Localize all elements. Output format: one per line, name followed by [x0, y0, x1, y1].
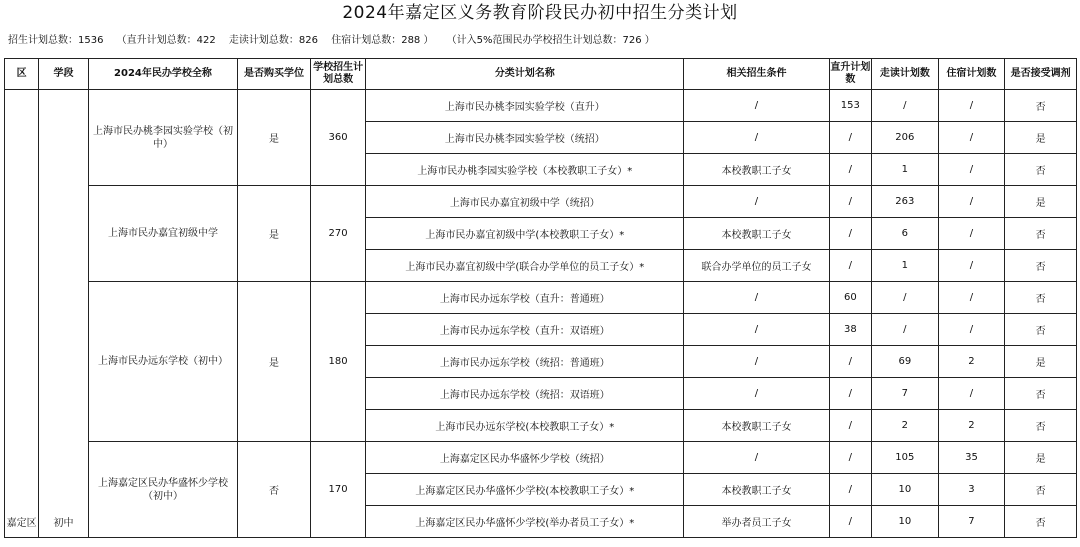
page-title: 2024年嘉定区义务教育阶段民办初中招生分类计划 — [342, 3, 738, 23]
plan-adjust: 否 — [1005, 410, 1077, 442]
plan-name: 上海市民办桃李园实验学校（直升） — [366, 90, 684, 122]
table-row — [5, 282, 1077, 314]
plan-condition: 本校教职工子女 — [684, 474, 829, 506]
plan-name: 上海市民办嘉宜初级中学(本校教职工子女）* — [366, 218, 684, 250]
plan-direct: / — [829, 442, 871, 474]
plan-condition: 举办者员工子女 — [684, 506, 829, 538]
plan-board: 35 — [938, 442, 1005, 474]
enrollment-plan-table — [4, 58, 1077, 538]
plan-direct: / — [829, 218, 871, 250]
school-total: 170 — [310, 442, 366, 538]
plan-direct: 38 — [829, 314, 871, 346]
plan-condition: / — [684, 378, 829, 410]
plan-day: 105 — [872, 442, 939, 474]
plan-condition: 本校教职工子女 — [684, 218, 829, 250]
plan-day: 7 — [872, 378, 939, 410]
plan-condition: / — [684, 442, 829, 474]
plan-adjust: 否 — [1005, 154, 1077, 186]
header-day: 走读计划数 — [872, 59, 939, 90]
plan-direct: / — [829, 122, 871, 154]
plan-direct: / — [829, 250, 871, 282]
plan-day: 10 — [872, 506, 939, 538]
plan-name: 上海市民办嘉宜初级中学（统招） — [366, 186, 684, 218]
table-body — [5, 90, 1077, 538]
plan-board: / — [938, 250, 1005, 282]
school-degree: 是 — [238, 282, 311, 442]
plan-day: / — [872, 314, 939, 346]
plan-direct: / — [829, 154, 871, 186]
header-direct: 直升计划数 — [829, 59, 871, 90]
plan-adjust: 否 — [1005, 90, 1077, 122]
plan-condition: / — [684, 122, 829, 154]
plan-board: 3 — [938, 474, 1005, 506]
plan-condition: / — [684, 90, 829, 122]
plan-condition: 本校教职工子女 — [684, 154, 829, 186]
stage-cell: 初中 — [39, 90, 88, 538]
plan-board: 7 — [938, 506, 1005, 538]
header-degree: 是否购买学位 — [238, 59, 311, 90]
plan-direct: / — [829, 346, 871, 378]
plan-board: 2 — [938, 410, 1005, 442]
plan-day: 1 — [872, 250, 939, 282]
plan-direct: / — [829, 506, 871, 538]
plan-board: / — [938, 186, 1005, 218]
plan-condition: 联合办学单位的员工子女 — [684, 250, 829, 282]
plan-name: 上海市民办远东学校(本校教职工子女）* — [366, 410, 684, 442]
plan-board: / — [938, 282, 1005, 314]
plan-board: / — [938, 90, 1005, 122]
plan-day: 69 — [872, 346, 939, 378]
plan-adjust: 否 — [1005, 314, 1077, 346]
school-name: 上海市民办桃李园实验学校（初中） — [88, 90, 237, 186]
summary-day: 走读计划总数：826 — [228, 35, 319, 46]
plan-name: 上海市民办桃李园实验学校（统招） — [366, 122, 684, 154]
plan-adjust: 否 — [1005, 378, 1077, 410]
table-row — [5, 442, 1077, 474]
plan-condition: / — [684, 282, 829, 314]
school-name: 上海市民办嘉宜初级中学 — [88, 186, 237, 282]
plan-name: 上海嘉定区民办华盛怀少学校（统招） — [366, 442, 684, 474]
plan-adjust: 是 — [1005, 346, 1077, 378]
plan-board: / — [938, 218, 1005, 250]
plan-name: 上海市民办远东学校（直升：双语班） — [366, 314, 684, 346]
plan-day: / — [872, 90, 939, 122]
plan-condition: / — [684, 186, 829, 218]
plan-direct: / — [829, 474, 871, 506]
header-board: 住宿计划数 — [938, 59, 1005, 90]
school-total: 180 — [310, 282, 366, 442]
plan-condition: 本校教职工子女 — [684, 410, 829, 442]
district-cell: 嘉定区 — [5, 90, 39, 538]
header-adjust: 是否接受调剂 — [1005, 59, 1077, 90]
plan-name: 上海市民办嘉宜初级中学(联合办学单位的员工子女）* — [366, 250, 684, 282]
plan-adjust: 否 — [1005, 474, 1077, 506]
plan-name: 上海市民办桃李园实验学校（本校教职工子女）* — [366, 154, 684, 186]
plan-board: / — [938, 378, 1005, 410]
plan-board: 2 — [938, 346, 1005, 378]
plan-board: / — [938, 122, 1005, 154]
plan-name: 上海嘉定区民办华盛怀少学校(举办者员工子女）* — [366, 506, 684, 538]
plan-name: 上海市民办远东学校（统招：普通班） — [366, 346, 684, 378]
summary-total: 招生计划总数：1536 — [8, 35, 104, 46]
plan-board: / — [938, 314, 1005, 346]
school-name: 上海嘉定区民办华盛怀少学校（初中） — [88, 442, 237, 538]
summary-direct: （直升计划总数：422 — [116, 35, 216, 46]
table-row — [5, 90, 1077, 122]
school-degree: 是 — [238, 90, 311, 186]
header-school: 2024年民办学校全称 — [88, 59, 237, 90]
plan-day: 10 — [872, 474, 939, 506]
plan-adjust: 否 — [1005, 282, 1077, 314]
plan-adjust: 是 — [1005, 442, 1077, 474]
plan-direct: 60 — [829, 282, 871, 314]
plan-direct: 153 — [829, 90, 871, 122]
table-row — [5, 186, 1077, 218]
header-cond: 相关招生条件 — [684, 59, 829, 90]
header-row — [5, 59, 1077, 90]
plan-adjust: 否 — [1005, 506, 1077, 538]
school-name: 上海市民办远东学校（初中） — [88, 282, 237, 442]
plan-adjust: 是 — [1005, 122, 1077, 154]
header-district: 区 — [5, 59, 39, 90]
school-total: 270 — [310, 186, 366, 282]
plan-name: 上海市民办远东学校（统招：双语班） — [366, 378, 684, 410]
plan-day: 1 — [872, 154, 939, 186]
header-plan: 分类计划名称 — [366, 59, 684, 90]
plan-condition: / — [684, 346, 829, 378]
plan-condition: / — [684, 314, 829, 346]
plan-name: 上海嘉定区民办华盛怀少学校(本校教职工子女）* — [366, 474, 684, 506]
plan-direct: / — [829, 378, 871, 410]
plan-day: 206 — [872, 122, 939, 154]
plan-board: / — [938, 154, 1005, 186]
plan-day: / — [872, 282, 939, 314]
summary-board: 住宿计划总数：288 ） — [331, 35, 434, 46]
plan-summary — [8, 33, 665, 49]
school-degree: 否 — [238, 442, 311, 538]
plan-name: 上海市民办远东学校（直升：普通班） — [366, 282, 684, 314]
plan-adjust: 是 — [1005, 186, 1077, 218]
plan-day: 6 — [872, 218, 939, 250]
plan-day: 263 — [872, 186, 939, 218]
school-degree: 是 — [238, 186, 311, 282]
header-stage: 学段 — [39, 59, 88, 90]
plan-adjust: 否 — [1005, 250, 1077, 282]
plan-direct: / — [829, 410, 871, 442]
plan-adjust: 否 — [1005, 218, 1077, 250]
plan-direct: / — [829, 186, 871, 218]
school-total: 360 — [310, 90, 366, 186]
plan-day: 2 — [872, 410, 939, 442]
header-total: 学校招生计划总数 — [310, 59, 366, 90]
summary-note: （计入5%范围民办学校招生计划总数：726 ） — [446, 35, 655, 46]
